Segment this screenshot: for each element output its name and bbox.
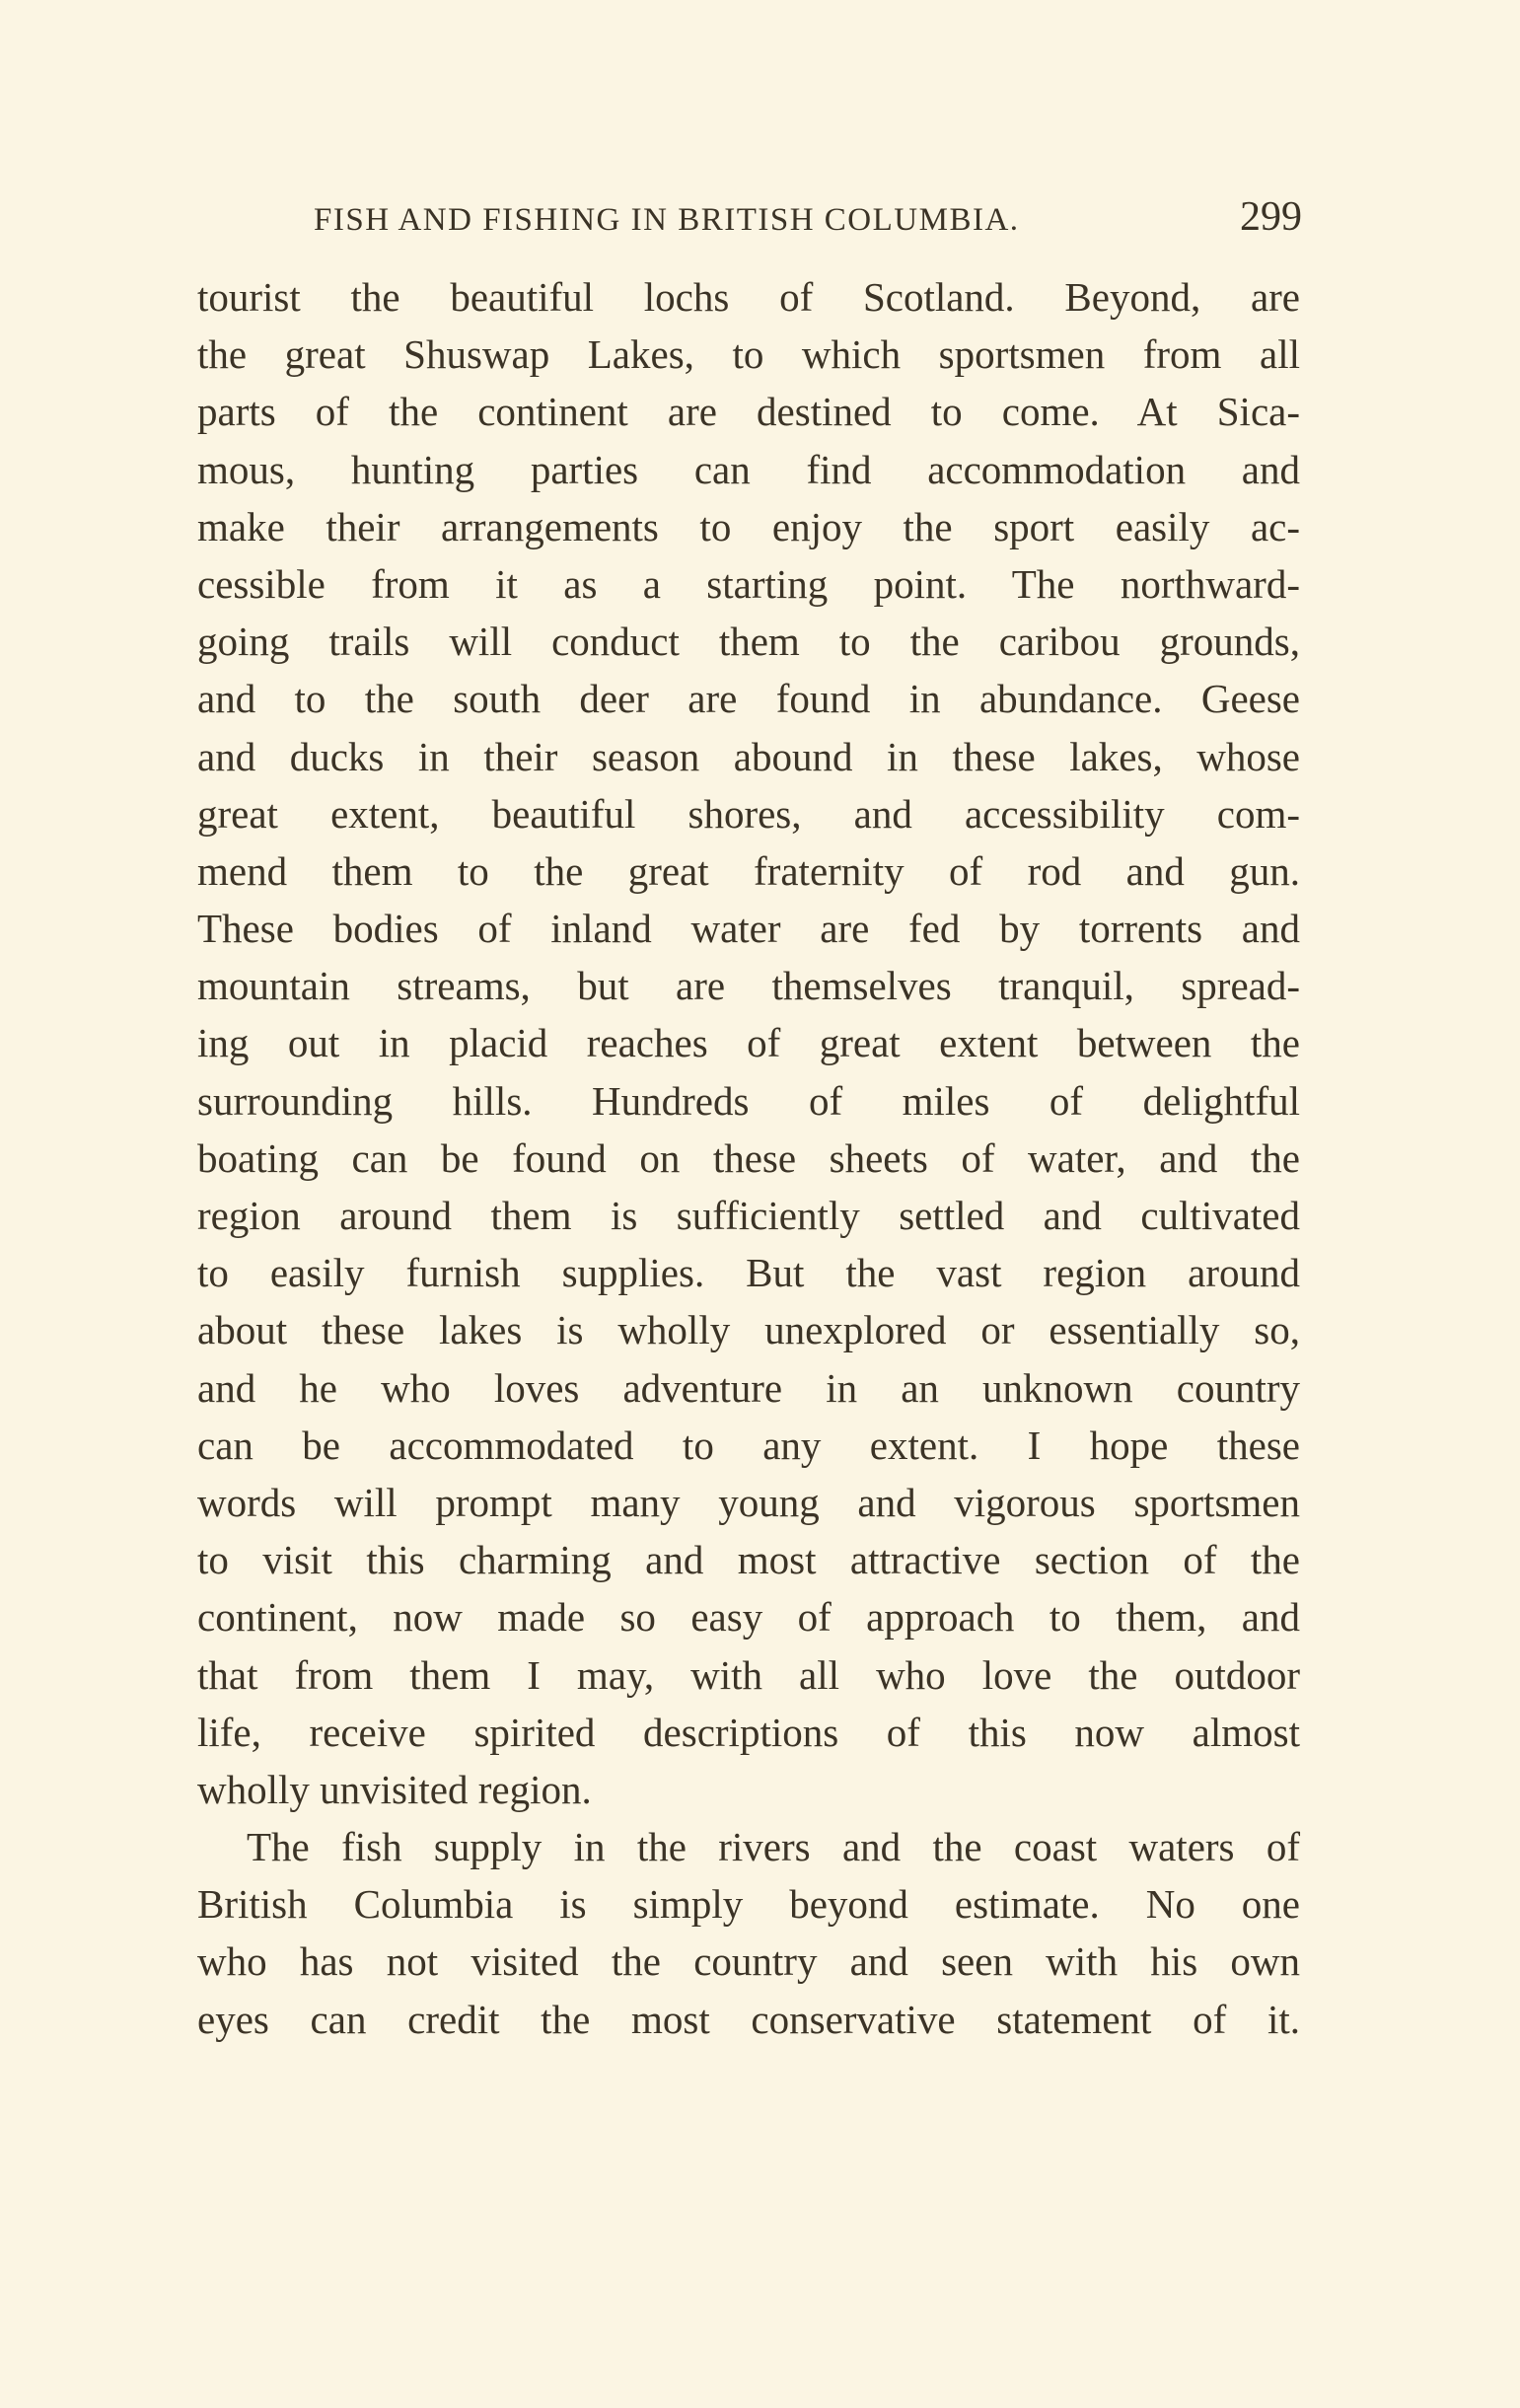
- text-line: the great Shuswap Lakes, to which sportsmen from all: [197, 331, 1300, 378]
- text-line: and to the south deer are found in abundance. Geese: [197, 676, 1300, 722]
- running-header: [314, 193, 1302, 241]
- text-line: mend them to the great fraternity of rod and gun.: [197, 847, 1300, 894]
- text-line: The fish supply in the rivers and the coast waters of: [247, 1824, 1300, 1870]
- text-line: region around them is sufficiently settled and cultivated: [197, 1193, 1300, 1238]
- text-line: going trails will conduct them to the caribou grounds,: [197, 619, 1300, 665]
- text-line: These bodies of inland water are fed by torrents and: [197, 906, 1300, 952]
- text-line: make their arrangements to enjoy the sport easily ac-: [197, 503, 1300, 549]
- text-line: mous, hunting parties can find accommodation and: [197, 446, 1300, 492]
- text-line: eyes can credit the most conservative statement of it.: [197, 1996, 1300, 2042]
- body-text: [197, 268, 1300, 2048]
- text-line: mountain streams, but are themselves tranquil, spread-: [197, 963, 1300, 1009]
- page-number: 299: [1240, 194, 1302, 240]
- text-line: who has not visited the country and seen with his own: [197, 1938, 1300, 1985]
- text-line: parts of the continent are destined to come. At Sica-: [197, 389, 1300, 435]
- text-line: great extent, beautiful shores, and accessibility com-: [197, 790, 1300, 837]
- text-line: can be accommodated to any extent. I hope these: [197, 1422, 1300, 1468]
- text-line: wholly unvisited region.: [197, 1766, 592, 1812]
- text-line: and he who loves adventure in an unknown country: [197, 1364, 1300, 1411]
- text-line: about these lakes is wholly unexplored or essentially so,: [197, 1307, 1300, 1353]
- text-line: life, receive spirited descriptions of this now almost: [197, 1709, 1300, 1755]
- text-line: cessible from it as a starting point. The northward-: [197, 560, 1300, 607]
- text-line: words will prompt many young and vigorous sportsmen: [197, 1479, 1300, 1525]
- running-title: FISH AND FISHING IN BRITISH COLUMBIA.: [314, 202, 1020, 238]
- text-line: to easily furnish supplies. But the vast region around: [197, 1250, 1300, 1296]
- text-line: boating can be found on these sheets of water, and the: [197, 1134, 1300, 1181]
- text-line: British Columbia is simply beyond estimate. No one: [197, 1881, 1300, 1928]
- text-line: to visit this charming and most attractive section of the: [197, 1537, 1300, 1583]
- text-line: that from them I may, with all who love the outdoor: [197, 1651, 1300, 1698]
- text-line: surrounding hills. Hundreds of miles of delightful: [197, 1077, 1300, 1124]
- text-line: continent, now made so easy of approach to them, and: [197, 1594, 1300, 1641]
- text-line: ing out in placid reaches of great extent between the: [197, 1020, 1300, 1066]
- text-line: and ducks in their season abound in these lakes, whose: [197, 733, 1300, 779]
- text-line: tourist the beautiful lochs of Scotland. Beyond, are: [197, 274, 1300, 320]
